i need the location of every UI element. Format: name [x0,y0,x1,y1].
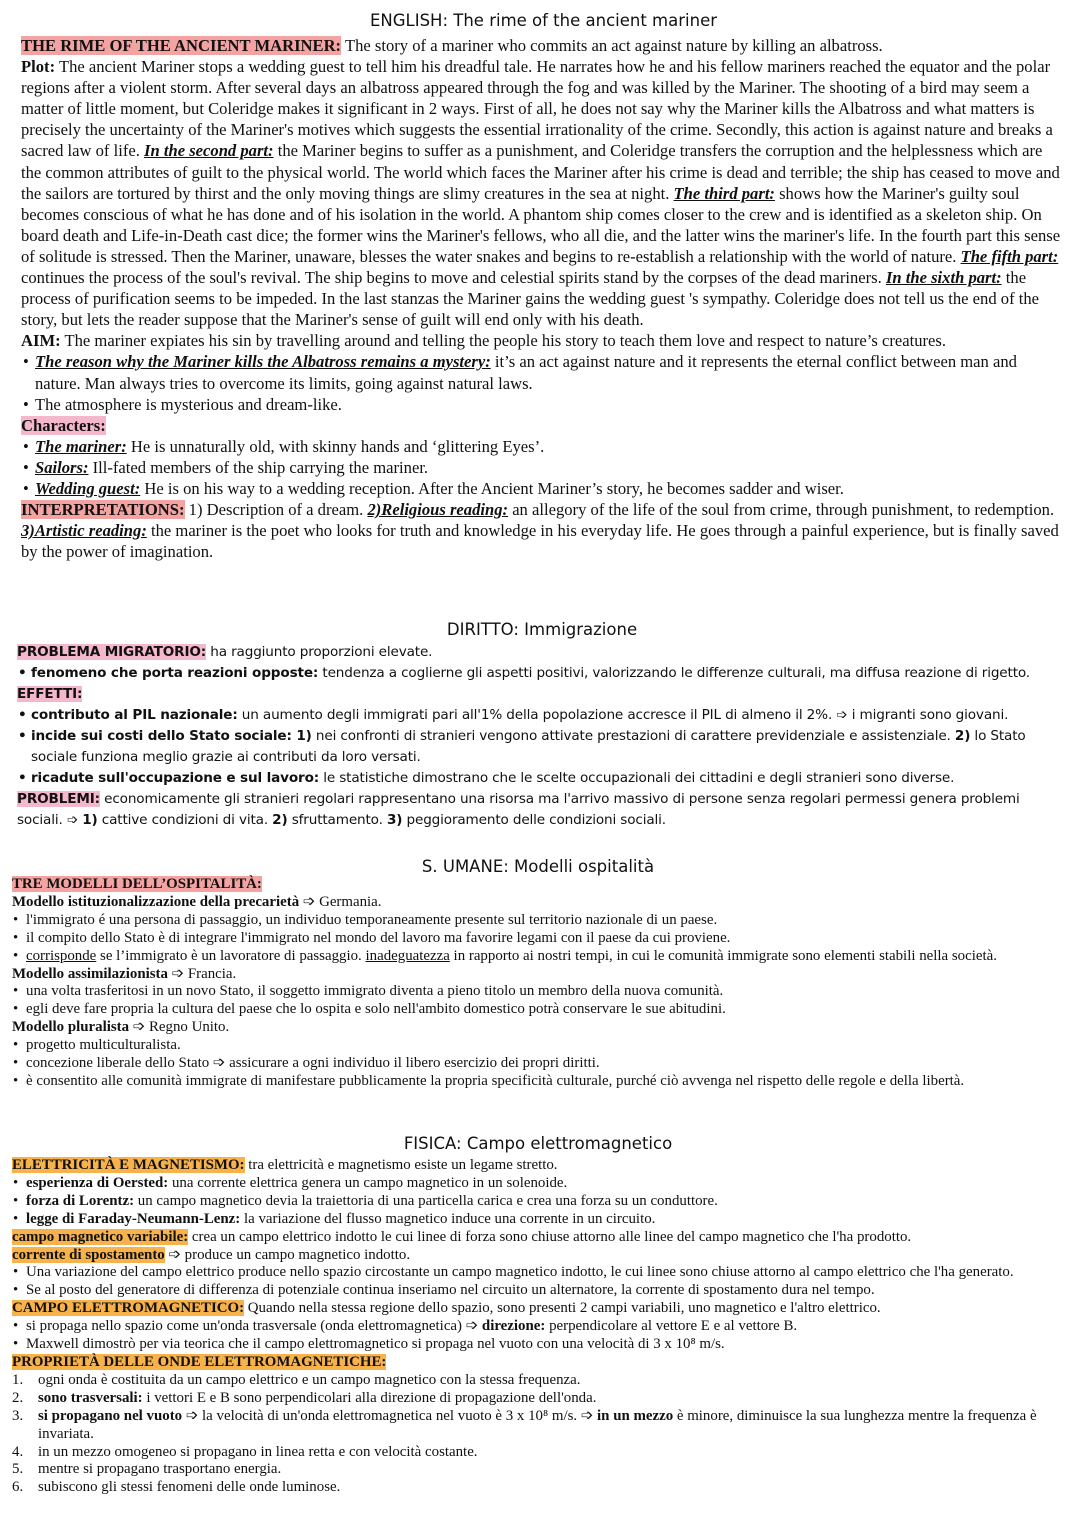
intro-label: THE RIME OF THE ANCIENT MARINER: [21,36,342,55]
tre-modelli-heading: TRE MODELLI DELL’OSPITALITÀ: [12,876,262,892]
list-item: • esperienza di Oersted: una corrente elettrica genera un campo magnetico in un solenoide. [12,1175,1064,1193]
list-item: • è consentito alle comunità immigrate di manifestare pubblicamente la propria specificità culturale, purché ciò avvenga nel rispetto delle regole e della libertà. [12,1073,1064,1091]
modello-precarieta-list [12,912,1064,966]
list-item: • egli deve fare propria la cultura del paese che lo ospita e solo nell'ambito domestico potrà conservare le sue abitudini. [12,1001,1064,1019]
english-interpretations: INTERPRETATIONS: 1) Description of a dream. 2)Religious reading: an allegory of the life of the soul from crime, through punishment, to redemption. 3)Artistic reading: the mariner is the poet who looks for truth and knowledge in his everyday life. He goes through a painful experience, but is finally saved by the power of imagination. [21,500,1059,562]
effetti-list [17,705,1067,789]
corrente-spostamento: corrente di spostamento ➩ produce un campo magnetico indotto. [12,1246,411,1263]
list-item: • The mariner: He is unnaturally old, with skinny hands and ‘glittering Eyes’. [21,436,1066,457]
list-item: 5. mentre si propagano trasportano energia. [12,1461,282,1478]
campo-magnetico-variabile: campo magnetico variabile: crea un campo elettrico indotto le cui linee di forza sono chiuse attorno alle linee del campo magnetico che l'ha prodotto. [12,1228,912,1245]
english-title: ENGLISH: The rime of the ancient mariner [369,11,718,30]
list-item: • contributo al PIL nazionale: un aumento degli immigrati pari all'1% della popolazione accresce il PIL di almeno il 2%. ➩ i migranti sono giovani. [17,705,1067,726]
campo-list [12,1318,1064,1354]
elettricita-list [12,1175,1064,1229]
effetti-heading: EFFETTI: [17,686,83,702]
english-section [21,11,1066,562]
fisica-section [12,1135,1064,1497]
characters-list [21,436,1066,499]
modello-pluralista-list [12,1037,1064,1091]
list-item: • corrisponde se l’immigrato è un lavoratore di passaggio. inadeguatezza in rapporto ai nostri tempi, in cui le comunità immigrate sono elementi stabili nella società. [12,948,1064,966]
modello-assimilazionista: Modello assimilazionista ➩ Francia. [12,965,237,982]
list-item: • una volta trasferitosi in un novo Stato, il soggetto immigrato diventa a pieno titolo un membro della nuova comunità. [12,983,1064,1001]
list-item: • fenomeno che porta reazioni opposte: tendenza a coglierne gli aspetti positivi, valorizzando le differenze culturali, ma diffusa reazione di rigetto. [17,663,1067,684]
aim-list [21,351,1066,414]
list-item: 3. si propagano nel vuoto ➩ la velocità di un'onda elettromagnetica nel vuoto è 3 x 10⁸ m/s. ➩ in un mezzo è minore, diminuisce la sua lunghezza mentre la frequenza è invariata. [12,1407,1037,1442]
list-item: • ricadute sull'occupazione e sul lavoro: le statistiche dimostrano che le scelte occupazionali dei cittadini e degli stranieri sono diverse. [17,768,1067,789]
english-aim: AIM: The mariner expiates his sin by travelling around and telling the people his story to teach them love and respect to nature’s creatures. [21,331,946,351]
scienze-umane-section [12,858,1064,1091]
list-item: • incide sui costi dello Stato sociale: 1) nei confronti di stranieri vengono attivate prestazioni di carattere previdenziale e assistenziale. 2) lo Stato sociale funziona meglio grazie ai contributi da loro versati. [17,726,1067,768]
third-part-label: The third part: [673,183,775,203]
characters-heading: Characters: [21,415,106,435]
english-plot: Plot: The ancient Mariner stops a wedding guest to tell him his dreadful tale. He narrates how he and his fellow mariners reached the equator and the polar regions after a violent storm. After several days an albatross appeared through the fog and was killed by the Mariner. The shooting of a bird may seem a matter of little moment, but Coleridge makes it significant in 2 ways. First of all, he does not say why the Mariner kills the Albatross and what matters is precisely the uncertainty of the Mariner's motives which suggests the essential irrationality of the crime. Secondly, this action is against nature and breaks a sacred law of life. In the second part: the Mariner begins to suffer as a punishment, and Coleridge transfers the corruption and the helplessness which are the common attributes of guilt to the physical world. The world which faces the Mariner after his crime is dead and terrible; the ship has ceased to move and the sailors are tortured by thirst and the only moving things are slimy creatures in the sea at night. The third part: shows how the Mariner's guilty soul becomes conscious of what he has done and of his isolation in the world. A phantom ship comes closer to the crew and is identified as a skeleton ship. On board death and Life-in-Death cast dice; the former wins the Mariner's fellows, who all die, and the latter wins the mariner's life. In the fourth part this sense of solitude is stressed. Then the Mariner, unaware, blesses the water snakes and begins to re-establish a relationship with the world of nature. The fifth part: continues the process of the soul's revival. The ship begins to move and celestial spirits stand by the corpses of the dead mariners. In the sixth part: the process of purification seems to be impeded. In the last stanzas the Mariner gains the wedding guest 's sympathy. Coleridge does not tell us the end of the story, but lets the reader suppose that the Mariner's sense of guilt will end only with his death. [21,57,1061,330]
list-item: • concezione liberale dello Stato ➩ assicurare a ogni individuo il libero esercizio dei propri diritti. [12,1055,1064,1073]
list-item: 4. in un mezzo omogeneo si propagano in linea retta e con velocità costante. [12,1443,478,1460]
list-item: • The reason why the Mariner kills the Albatross remains a mystery: it’s an act against nature and it represents the eternal conflict between man and nature. Man always tries to overcome its limits, going against natural laws. [21,351,1066,393]
aim-label: AIM: [21,331,61,351]
problema-list [17,663,1067,684]
proprieta-heading: PROPRIETÀ DELLE ONDE ELETTROMAGNETICHE: [12,1353,387,1370]
sixth-part-label: In the sixth part: [885,268,1002,288]
list-item: • progetto multiculturalista. [12,1037,1064,1055]
fisica-title: FISICA: Campo elettromagnetico [403,1134,673,1153]
diritto-section [17,620,1067,831]
plot-label: Plot: [21,57,56,77]
list-item: • Wedding guest: He is on his way to a wedding reception. After the Ancient Mariner’s story, he becomes sadder and wiser. [21,478,1066,499]
elettricita-magnetismo: ELETTRICITÀ E MAGNETISMO: tra elettricità e magnetismo esiste un legame stretto. [12,1157,558,1173]
list-item: • Sailors: Ill-fated members of the ship carrying the mariner. [21,457,1066,478]
modello-pluralista: Modello pluralista ➩ Regno Unito. [12,1019,230,1036]
modello-precarieta: Modello istituzionalizzazione della precarietà ➩ Germania. [12,893,382,910]
list-item: • il compito dello Stato è di integrare l'immigrato nel mondo del lavoro ma favorire legami con il paese da cui proviene. [12,930,1064,948]
list-item: • forza di Lorentz: un campo magnetico devia la traiettoria di una particella carica e crea una forza su un conduttore. [12,1193,1064,1211]
list-item: 1. ogni onda è costituita da un campo elettrico e un campo magnetico con la stessa frequenza. [12,1371,581,1388]
second-part-label: In the second part: [144,141,274,161]
scienze-umane-title: S. UMANE: Modelli ospitalità [421,857,655,876]
list-item: • Maxwell dimostrò per via teorica che il campo elettromagnetico si propaga nel vuoto con una velocità di 3 x 10⁸ m/s. [12,1336,1064,1354]
list-item: 2. sono trasversali: i vettori E e B sono perpendicolari alla direzione di propagazione dell'onda. [12,1389,597,1406]
corrente-list [12,1264,1064,1300]
english-intro: THE RIME OF THE ANCIENT MARINER: The story of a mariner who commits an act against nature by killing an albatross. [21,36,883,55]
fifth-part-label: The fifth part: [960,246,1059,266]
problemi: PROBLEMI: economicamente gli stranieri regolari rappresentano una risorsa ma l'arrivo massivo di persone senza regolari permessi genera problemi sociali. ➩ 1) cattive condizioni di vita. 2) sfruttamento. 3) peggioramento delle condizioni sociali. [17,791,1020,828]
list-item: 6. subiscono gli stessi fenomeni delle onde luminose. [12,1479,341,1496]
list-item: • legge di Faraday-Neumann-Lenz: la variazione del flusso magnetico induce una corrente in un circuito. [12,1211,1064,1229]
list-item: • si propaga nello spazio come un'onda trasversale (onda elettromagnetica) ➩ direzione: perpendicolare al vettore E e al vettore B. [12,1318,1064,1336]
proprieta-list [12,1372,1064,1497]
problema-migratorio: PROBLEMA MIGRATORIO: ha raggiunto proporzioni elevate. [17,644,433,660]
modello-assimilazionista-list [12,983,1064,1019]
list-item: • The atmosphere is mysterious and dream-like. [21,394,1066,415]
list-item: • Se al posto del generatore di differenza di potenziale continua inseriamo nel circuito un alternatore, la corrente di spostamento dura nel tempo. [12,1282,1064,1300]
list-item: • l'immigrato é una persona di passaggio, un individuo temporaneamente presente sul territorio nazionale di un paese. [12,912,1064,930]
list-item: • Una variazione del campo elettrico produce nello spazio circostante un campo magnetico indotto, le cui linee sono chiuse attorno al campo elettrico che l'ha generato. [12,1264,1064,1282]
diritto-title: DIRITTO: Immigrazione [446,620,638,639]
campo-elettromagnetico: CAMPO ELETTROMAGNETICO: Quando nella stessa regione dello spazio, sono presenti 2 campi variabili, uno magnetico e l'altro elettrico. [12,1300,881,1317]
